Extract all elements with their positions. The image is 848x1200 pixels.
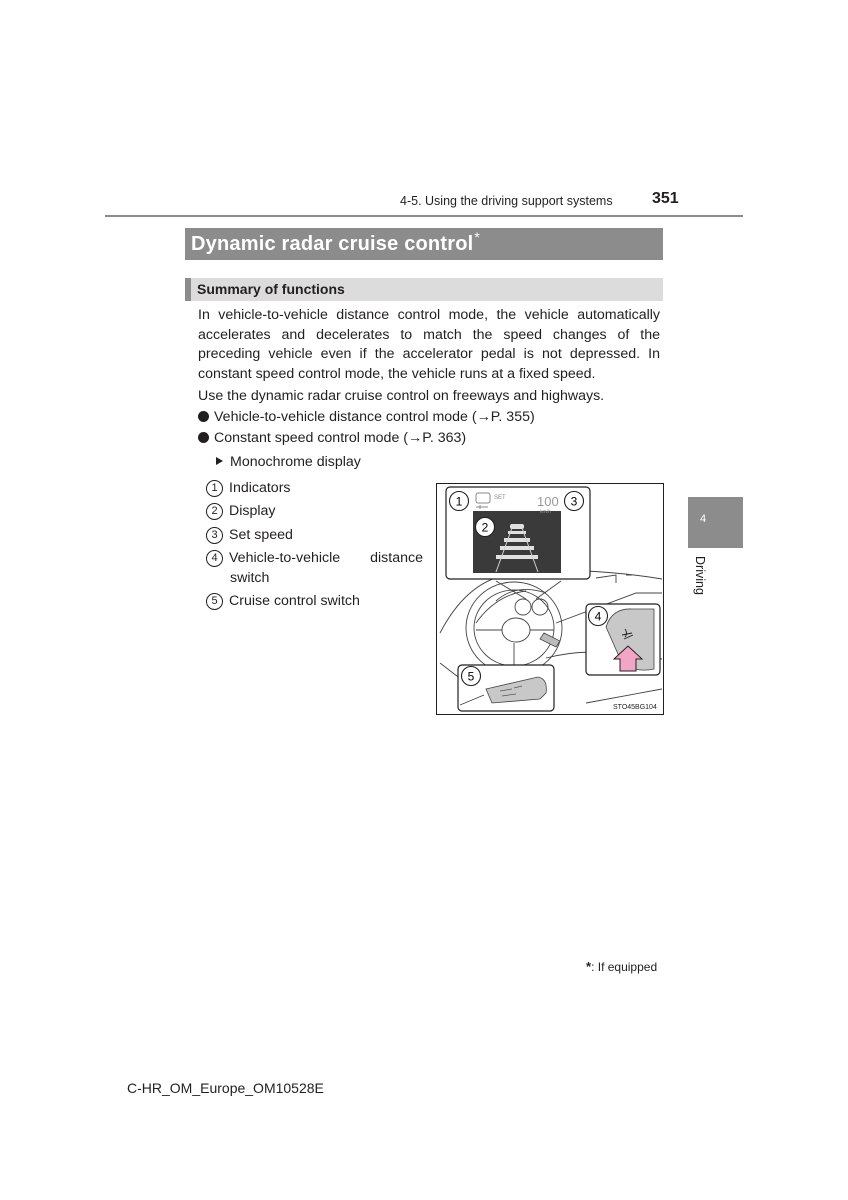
legend-item xyxy=(206,550,423,567)
bullet-item xyxy=(198,430,466,446)
chapter-number: 4 xyxy=(700,513,707,525)
callout-2: 2 xyxy=(481,520,489,535)
set-indicator-text: SET xyxy=(494,495,506,501)
callout-5: 5 xyxy=(467,669,475,684)
legend-item xyxy=(206,527,293,544)
legend-label: Cruise control switch xyxy=(229,593,360,609)
legend-label-continued: switch xyxy=(230,570,270,586)
document-code: C-HR_OM_Europe_OM10528E xyxy=(127,1080,324,1096)
footnote-text: : If equipped xyxy=(591,960,658,974)
footnote-mark: * xyxy=(586,959,592,974)
equipped-mark: * xyxy=(474,229,480,245)
legend-number: 1 xyxy=(206,480,223,497)
callout-1: 1 xyxy=(455,494,463,509)
set-speed-value: 100 xyxy=(537,494,559,509)
bullet-dot-icon xyxy=(198,411,209,422)
legend-item xyxy=(206,593,360,610)
bullet-text: Vehicle-to-vehicle distance control mode (→P. 355) xyxy=(214,409,535,425)
chapter-label: Driving xyxy=(693,556,707,595)
bullet-dot-icon xyxy=(198,432,209,443)
figure-code: STO45BG104 xyxy=(613,704,657,711)
section-title: Dynamic radar cruise control xyxy=(191,233,474,255)
display-type-label xyxy=(216,454,361,470)
chapter-tab xyxy=(688,497,743,548)
subsection-bar xyxy=(185,278,663,301)
legend-number: 3 xyxy=(206,527,223,544)
legend-number: 2 xyxy=(206,503,223,520)
callout-4: 4 xyxy=(594,609,602,624)
cockpit-illustration xyxy=(436,483,664,715)
bullet-text: Constant speed control mode (→P. 363) xyxy=(214,430,467,446)
footnote xyxy=(586,959,657,974)
legend-label: Set speed xyxy=(229,527,293,543)
intro-paragraph: In vehicle-to-vehicle distance control mode, the vehicle automatically accelerates and decelerates to match the speed changes of the preceding vehicle even if the accelerator pedal is not depressed. In constant speed control mode, the vehicle runs at a fixed speed. xyxy=(198,307,660,382)
bullet-item xyxy=(198,409,535,425)
legend-number: 5 xyxy=(206,593,223,610)
header-section-title: 4-5. Using the driving support systems xyxy=(400,194,613,208)
legend-label: Indicators xyxy=(229,480,291,496)
display-type-text: Monochrome display xyxy=(230,454,361,470)
header-rule xyxy=(105,215,743,217)
section-title-bar xyxy=(185,228,663,260)
legend-item xyxy=(206,503,276,520)
legend-number: 4 xyxy=(206,550,223,567)
callout-3: 3 xyxy=(570,494,578,509)
legend-item xyxy=(206,480,291,497)
page-number: 351 xyxy=(652,190,679,207)
triangle-icon xyxy=(216,457,223,465)
usage-paragraph: Use the dynamic radar cruise control on freeways and highways. xyxy=(198,388,605,404)
legend-label: Display xyxy=(229,503,276,519)
subsection-title: Summary of functions xyxy=(197,281,345,297)
speed-unit: km/h xyxy=(540,509,551,515)
legend-label: Vehicle-to-vehicle distance xyxy=(229,550,423,566)
